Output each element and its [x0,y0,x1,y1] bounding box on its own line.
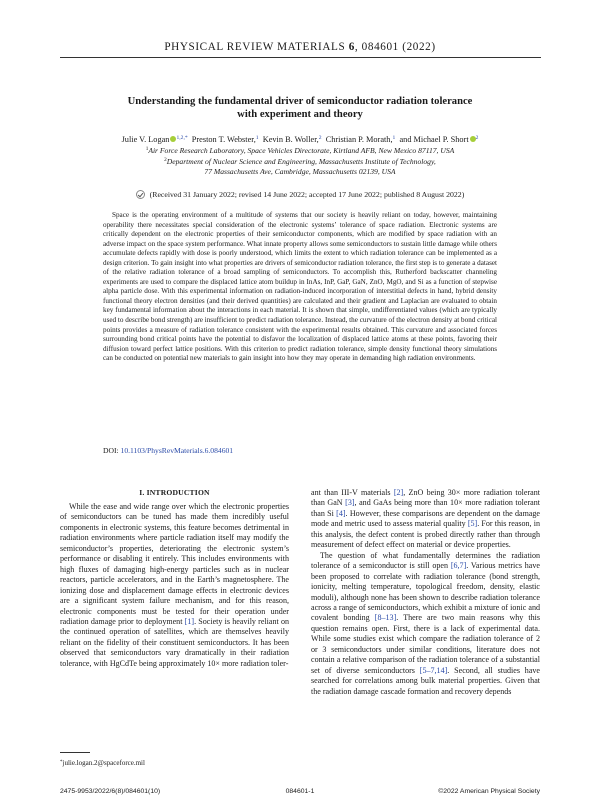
body-text: . There are two main reasons why this question remains open. First, there is a lack of experimental data. While some studies exist which compare the radiation tolerance of 2 or 3 semiconductors under similar conditions, literature does not contain a relative comparison of the radiation tolerance of a substantial set of diverse semiconductors [311,613,541,675]
citation-link[interactable]: [4] [336,508,346,518]
author-5-affil: 2 [475,135,479,141]
author-3: Kevin B. Woller, [262,135,319,144]
body-text: , and GaAs being more than 10× more radiation tolerant than Si [311,498,541,518]
author-list [40,133,560,145]
citation-link[interactable]: [3] [345,498,355,508]
author-3-affil: 2 [318,135,322,141]
paragraph [311,551,540,697]
citation-link[interactable]: [2] [393,488,404,497]
footnote-divider [60,752,90,753]
affiliations [40,145,560,176]
citation-link[interactable]: [5–7,14] [419,665,448,675]
doi-line [103,446,233,455]
intro-right-column [311,488,540,697]
author-2-affil: 1 [255,135,259,141]
affil-2: Department of Nuclear Science and Engineering, Massachusetts Institute of Technology, [166,156,436,166]
affil-1: Air Force Research Laboratory, Space Vehicles Directorate, Kirtland AFB, New Mexico 87117, USA [148,146,455,155]
intro-text: While the ease and wide range over which the electronic properties of semiconductors can be tuned has made them incredibly useful components in electronic systems, this feature becomes detrimental in radiation environments where particle radiation itself may modify the semiconductor’s properties, deteriorating the electronic system’s performance or disabling it entirely. This includes environments with high fluxes of damaging high-energy particles such as in nuclear reactors, particle accelerators, and in the Earth’s magnetosphere. The ionizing dose and displacement damage effects in electronic devices are a significant system failure mechanism, and for this reason, electronic components must be tested for their operation under radiation damage prior to deployment [60,502,289,626]
author-1-affil: 1,2,* [176,135,188,141]
received-dates [40,190,560,199]
body-text: , ZnO being 30× more radiation tolerant than GaN [311,488,540,508]
corresponding-email[interactable]: julie.logan.2@spaceforce.mil [62,759,145,767]
journal-name: PHYSICAL REVIEW MATERIALS [164,41,346,53]
footnote [60,759,145,767]
citation-link[interactable]: [1] [184,616,195,626]
check-for-updates-icon[interactable] [136,190,145,199]
citation-link[interactable]: [6,7] [450,561,467,571]
body-text: . Second, all studies have searched for correlations among bulk material properties. Given that the radiation damage cascade formation and recovery depends [311,665,540,696]
body-text: . However, these comparisons are dependent on the damage mode and metric used to assess material quality [311,508,540,529]
affil-2-address: 77 Massachusetts Ave, Cambridge, Massachusetts 02139, USA [204,166,396,176]
journal-header [0,41,600,53]
affil-2-mark: 2 [164,156,167,163]
footer-issn: 2475-9953/2022/6(8)/084601(10) [60,788,161,795]
intro-left-column [60,502,289,669]
body-text: The question of what fundamentally determines the radiation tolerance of a semiconductor is still open [311,550,540,571]
author-4-affil: 1 [392,135,396,141]
author-5: and Michael P. Short [399,135,469,144]
author-4: Christian P. Morath, [325,135,393,144]
footnote-mark: * [60,760,63,765]
article-number: , 084601 (2022) [354,41,436,53]
received-text: (Received 31 January 2022; revised 14 June 2022; accepted 17 June 2022; published 8 August 2022) [149,190,465,199]
body-text: ant than III-V materials [311,488,394,497]
author-2: Preston T. Webster, [191,135,256,144]
footer-copyright: ©2022 American Physical Society [438,788,540,795]
section-heading: I. INTRODUCTION [139,488,210,497]
journal-volume: 6 [348,41,355,53]
intro-text: . Society is heavily reliant on the continued operation of satellites, which are themselves heavily reliant on the fidelity of their constituent semiconductors. It has been observed that semiconductors vary dramatically in their radiation tolerance, with HgCdTe being approximately 10× more radiation toler- [60,616,290,668]
title-line-1: Understanding the fundamental driver of semiconductor radiation tolerance [127,96,473,107]
doi-label: DOI: [103,446,119,455]
paper-title [90,95,510,121]
body-text: . For this reason, in this analysis, the defect content is probed directly rather than through measurement of defect effect on material or device properties. [311,519,541,550]
doi-link[interactable]: 10.1103/PhysRevMaterials.6.084601 [120,446,234,455]
footer-page-number: 084601-1 [285,788,315,795]
paragraph [311,488,540,551]
header-divider [60,57,541,58]
title-line-2: with experiment and theory [237,109,363,120]
abstract: Space is the operating environment of a multitude of systems that our society is heavily reliant on today, however, maintaining operability there necessitates special consideration of the electronic systems’ tolerance of space radiation. Electronic systems are critically dependent on the electronic properties of their semiconductor components, which are modified by space radiation with an adverse impact on the space system performance. What innate property allows some semiconductors to sustain little damage while others accumulate defects rapidly with dose is poorly understood, which limits the extent to which radiation tolerance can be implemented as a design criterion. To gain insight into what properties are drivers of semiconductor radiation tolerance, the first step is to generate a dataset of the relative radiation tolerance of a broad sampling of semiconductors. To accomplish this, Rutherford backscatter channeling experiments are used to compare the displaced lattice atom buildup in InAs, InP, GaP, GaN, ZnO, MgO, and Si as a function of stepwise alpha particle dose. With this experimental information on radiation-induced incorporation of interstitial defects in hand, hybrid density functional theory electron densities (and their derived quantities) are calculated and their gradient and Laplacian are evaluated to obtain key fundamental information about the interactions in each material. It is shown that simple, undifferentiated values (which are typically used to describe bond strength) are insufficient to predict radiation tolerance. Instead, the curvature of the electron density at bond critical points provides a measure of radiation tolerance consistent with the experimental results obtained. This curvature and associated forces surrounding bond critical points have the potential to disfavor the localization of displaced lattice atoms at these points, favoring their diffusion toward perfect lattice positions. With this criterion to predict radiation tolerance, simple density functional theory simulations can be conducted on potential new materials to gain insight into how they may operate in demanding high radiation environments. [103,211,497,363]
citation-link[interactable]: [5] [467,519,478,529]
citation-link[interactable]: [8–13] [374,613,397,623]
affil-1-mark: 1 [145,146,149,152]
author-1: Julie V. Logan [121,135,170,144]
body-text: . Various metrics have been proposed to correlate with radiation tolerance (bond strength, ionicity, melting temperature, topological freedom, density, elastic moduli), although none has been shown to describe radiation tolerance across a range of semiconductors, which exhibit a mixture of ionic and covalent bonding [311,561,540,623]
